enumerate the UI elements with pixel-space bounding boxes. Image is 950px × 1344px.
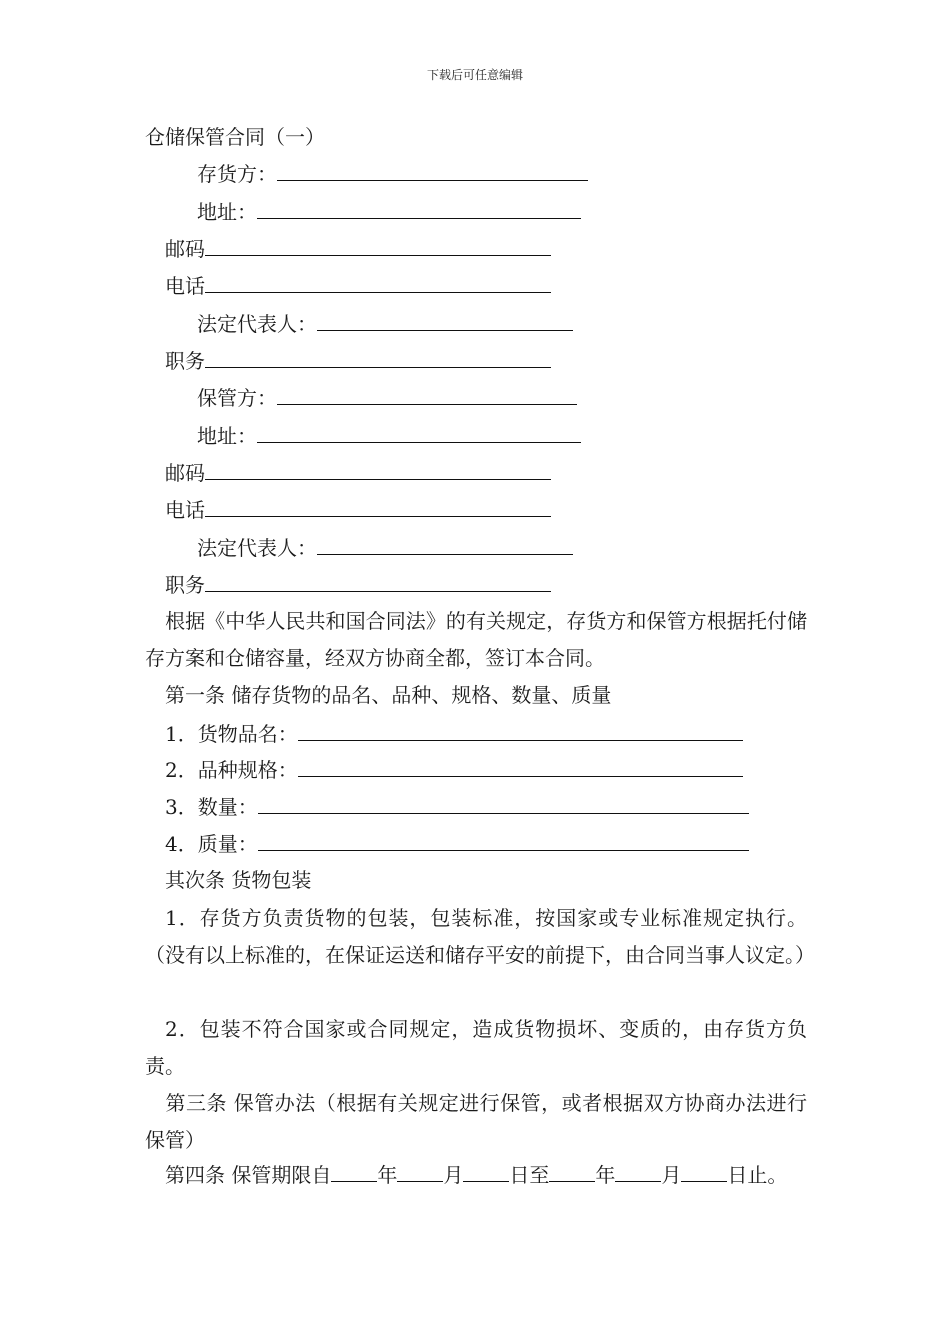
item-label: 2．品种规格： bbox=[165, 758, 298, 782]
item-label: 3．数量： bbox=[165, 795, 258, 819]
phone-label: 电话 bbox=[165, 498, 205, 522]
goods-quantity-field[interactable] bbox=[258, 793, 749, 814]
article-1-item-quality bbox=[165, 830, 749, 856]
keeper-phone-field[interactable] bbox=[205, 496, 551, 517]
keeper-address-line bbox=[197, 422, 581, 448]
item-label: 1．货物品名： bbox=[165, 722, 298, 746]
start-month-field[interactable] bbox=[397, 1161, 443, 1182]
depositor-address-field[interactable] bbox=[257, 198, 581, 219]
month-label: 月 bbox=[661, 1163, 682, 1187]
goods-spec-field[interactable] bbox=[298, 756, 743, 777]
contract-title: 仓储保管合同（一） bbox=[145, 125, 325, 149]
article-1-item-quantity bbox=[165, 793, 749, 819]
month-label: 月 bbox=[443, 1163, 464, 1187]
article-1-item-name bbox=[165, 720, 743, 746]
day-end-label: 日止。 bbox=[727, 1163, 788, 1187]
keeper-field[interactable] bbox=[277, 384, 577, 405]
depositor-field[interactable] bbox=[277, 160, 588, 181]
end-year-field[interactable] bbox=[549, 1161, 595, 1182]
depositor-position-field[interactable] bbox=[205, 347, 551, 368]
goods-quality-field[interactable] bbox=[258, 830, 749, 851]
depositor-line bbox=[197, 160, 588, 186]
depositor-zip-line bbox=[165, 235, 551, 261]
start-year-field[interactable] bbox=[331, 1161, 377, 1182]
depositor-rep-line bbox=[197, 310, 573, 336]
item-label: 4．质量： bbox=[165, 832, 258, 856]
keeper-label: 保管方： bbox=[197, 386, 277, 410]
depositor-zip-field[interactable] bbox=[205, 235, 551, 256]
depositor-address-line bbox=[197, 198, 581, 224]
article-2-paragraph-1 bbox=[145, 900, 815, 974]
start-day-field[interactable] bbox=[463, 1161, 509, 1182]
year-label: 年 bbox=[595, 1163, 616, 1187]
end-day-field[interactable] bbox=[681, 1161, 727, 1182]
position-label: 职务 bbox=[165, 573, 205, 597]
keeper-zip-field[interactable] bbox=[205, 459, 551, 480]
depositor-rep-field[interactable] bbox=[317, 310, 573, 331]
rep-label: 法定代表人： bbox=[197, 536, 317, 560]
goods-name-field[interactable] bbox=[298, 720, 743, 741]
article-2-title: 其次条 货物包装 bbox=[165, 868, 312, 892]
keeper-position-field[interactable] bbox=[205, 571, 551, 592]
position-label: 职务 bbox=[165, 349, 205, 373]
year-label: 年 bbox=[377, 1163, 398, 1187]
article-1-item-spec bbox=[165, 756, 743, 782]
article-4-prefix: 第四条 保管期限自 bbox=[165, 1163, 332, 1187]
depositor-position-line bbox=[165, 347, 551, 373]
phone-label: 电话 bbox=[165, 274, 205, 298]
rep-label: 法定代表人： bbox=[197, 312, 317, 336]
intro-text: 根据《中华人民共和国合同法》的有关规定，存货方和保管方根据托付储存方案和仓储容量，经双方协商全都，签订本合同。 bbox=[145, 609, 807, 670]
article-2-paragraph-2 bbox=[145, 1011, 807, 1085]
keeper-line bbox=[197, 384, 577, 410]
keeper-rep-field[interactable] bbox=[317, 534, 573, 555]
page-header: 下载后可任意编辑 bbox=[426, 68, 523, 82]
article-3-paragraph bbox=[145, 1085, 807, 1159]
article-3-text: 第三条 保管办法（根据有关规定进行保管，或者根据双方协商办法进行保管） bbox=[145, 1091, 807, 1152]
article-2-text-2: 2．包装不符合国家或合同规定，造成货物损坏、变质的，由存货方负责。 bbox=[145, 1017, 807, 1078]
address-label: 地址： bbox=[197, 200, 257, 224]
article-2-text-1: 1．存货方负责货物的包装，包装标准，按国家或专业标准规定执行。（没有以上标准的，在保证运送和储存平安的前提下，由合同当事人议定。） bbox=[145, 906, 815, 967]
end-month-field[interactable] bbox=[615, 1161, 661, 1182]
keeper-zip-line bbox=[165, 459, 551, 485]
depositor-label: 存货方： bbox=[197, 162, 277, 186]
keeper-rep-line bbox=[197, 534, 573, 560]
zip-label: 邮码 bbox=[165, 461, 205, 485]
intro-paragraph bbox=[145, 603, 807, 677]
article-4-line bbox=[165, 1161, 787, 1187]
depositor-phone-field[interactable] bbox=[205, 272, 551, 293]
keeper-address-field[interactable] bbox=[257, 422, 581, 443]
zip-label: 邮码 bbox=[165, 237, 205, 261]
depositor-phone-line bbox=[165, 272, 551, 298]
keeper-position-line bbox=[165, 571, 551, 597]
article-1-title: 第一条 储存货物的品名、品种、规格、数量、质量 bbox=[165, 683, 612, 707]
address-label: 地址： bbox=[197, 424, 257, 448]
keeper-phone-line bbox=[165, 496, 551, 522]
day-to-label: 日至 bbox=[509, 1163, 550, 1187]
